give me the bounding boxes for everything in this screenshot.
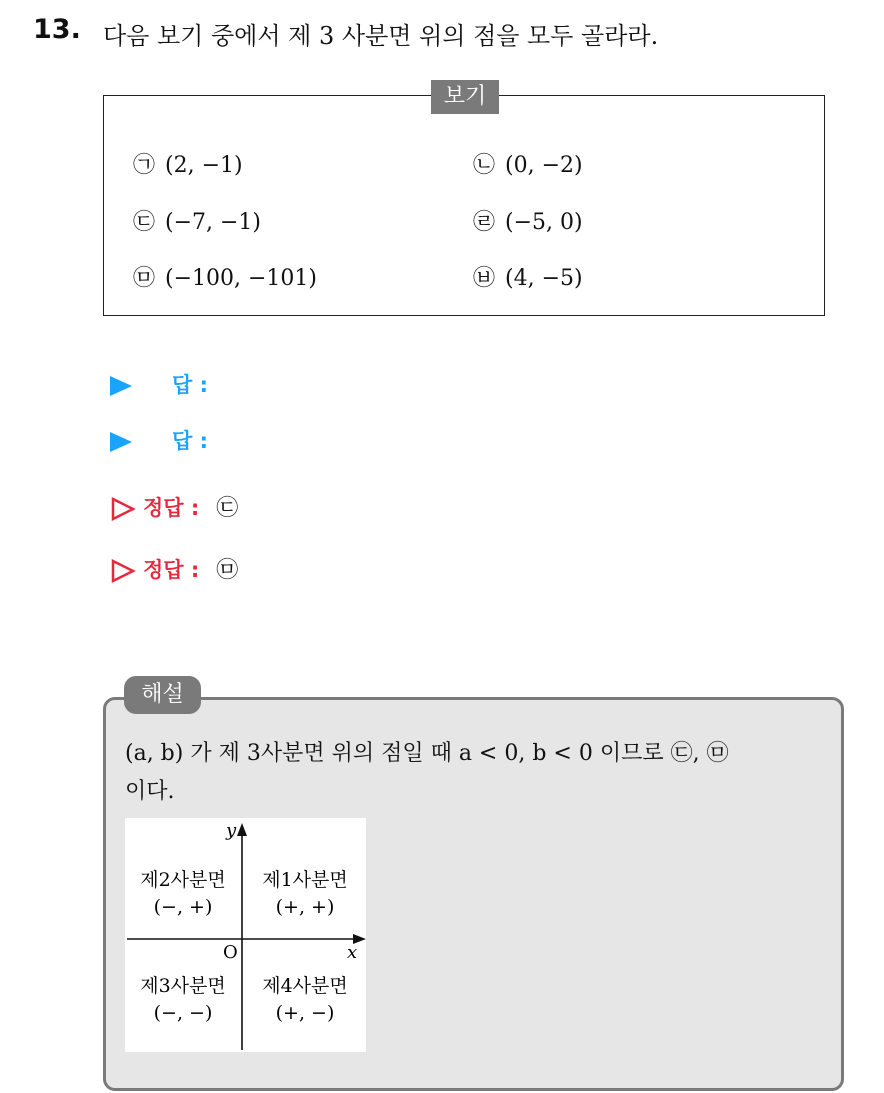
x-axis-label: x (347, 942, 358, 963)
answer-blank-1 (110, 373, 208, 398)
solution-label: 해설 (124, 676, 201, 714)
option-value: (−7, −1) (165, 210, 262, 235)
correct-answer-1 (110, 491, 238, 522)
option-marker: ㉣ (473, 210, 496, 235)
bogi-label: 보기 (431, 80, 499, 114)
origin-label: O (223, 942, 238, 963)
option-3 (133, 205, 261, 236)
quadrant-4-name: 제4사분면 (262, 975, 348, 997)
correct-value: ㉢ (216, 496, 239, 521)
option-marker: ㉢ (133, 210, 156, 235)
option-1 (133, 148, 243, 179)
option-6 (473, 261, 583, 292)
answer-label: 답 : (172, 429, 208, 453)
option-value: (4, −5) (505, 266, 583, 291)
question-number: 13. (33, 14, 81, 45)
option-value: (−5, 0) (505, 210, 583, 235)
option-marker: ㉠ (133, 153, 156, 178)
correct-answer-2 (110, 553, 238, 584)
option-value: (0, −2) (505, 153, 583, 178)
quadrant-2-sign: (−, +) (153, 896, 213, 918)
y-axis-label: y (226, 820, 237, 841)
correct-label: 정답 : (143, 558, 200, 582)
quadrant-4-sign: (+, −) (275, 1002, 335, 1024)
outline-triangle-icon (110, 558, 136, 584)
y-axis-arrow-icon (237, 823, 247, 836)
answer-label: 답 : (172, 373, 208, 397)
correct-label: 정답 : (143, 496, 200, 520)
option-value: (−100, −101) (165, 266, 318, 291)
question-text: 다음 보기 중에서 제 3 사분면 위의 점을 모두 골라라. (103, 22, 659, 50)
quadrant-2-name: 제2사분면 (140, 869, 226, 891)
option-value: (2, −1) (165, 153, 243, 178)
filled-triangle-icon (110, 432, 132, 452)
quadrant-3-name: 제3사분면 (140, 975, 226, 997)
option-marker: ㉤ (133, 266, 156, 291)
solution-line-1: (a, b) 가 제 3사분면 위의 점일 때 a < 0, b < 0 이므로 ㉢, ㉤ (125, 741, 729, 766)
option-4 (473, 205, 583, 236)
outline-triangle-icon (110, 496, 136, 522)
quadrant-diagram (125, 818, 366, 1052)
option-5 (133, 261, 317, 292)
option-marker: ㉡ (473, 153, 496, 178)
solution-line-2: 이다. (125, 779, 175, 804)
filled-triangle-icon (110, 376, 132, 396)
quadrant-diagram-svg (125, 818, 366, 1052)
quadrant-1-sign: (+, +) (275, 896, 335, 918)
correct-value: ㉤ (216, 558, 239, 583)
answer-blank-2 (110, 429, 208, 454)
option-2 (473, 148, 583, 179)
quadrant-1-name: 제1사분면 (262, 869, 348, 891)
option-marker: ㉥ (473, 266, 496, 291)
quadrant-3-sign: (−, −) (153, 1002, 213, 1024)
